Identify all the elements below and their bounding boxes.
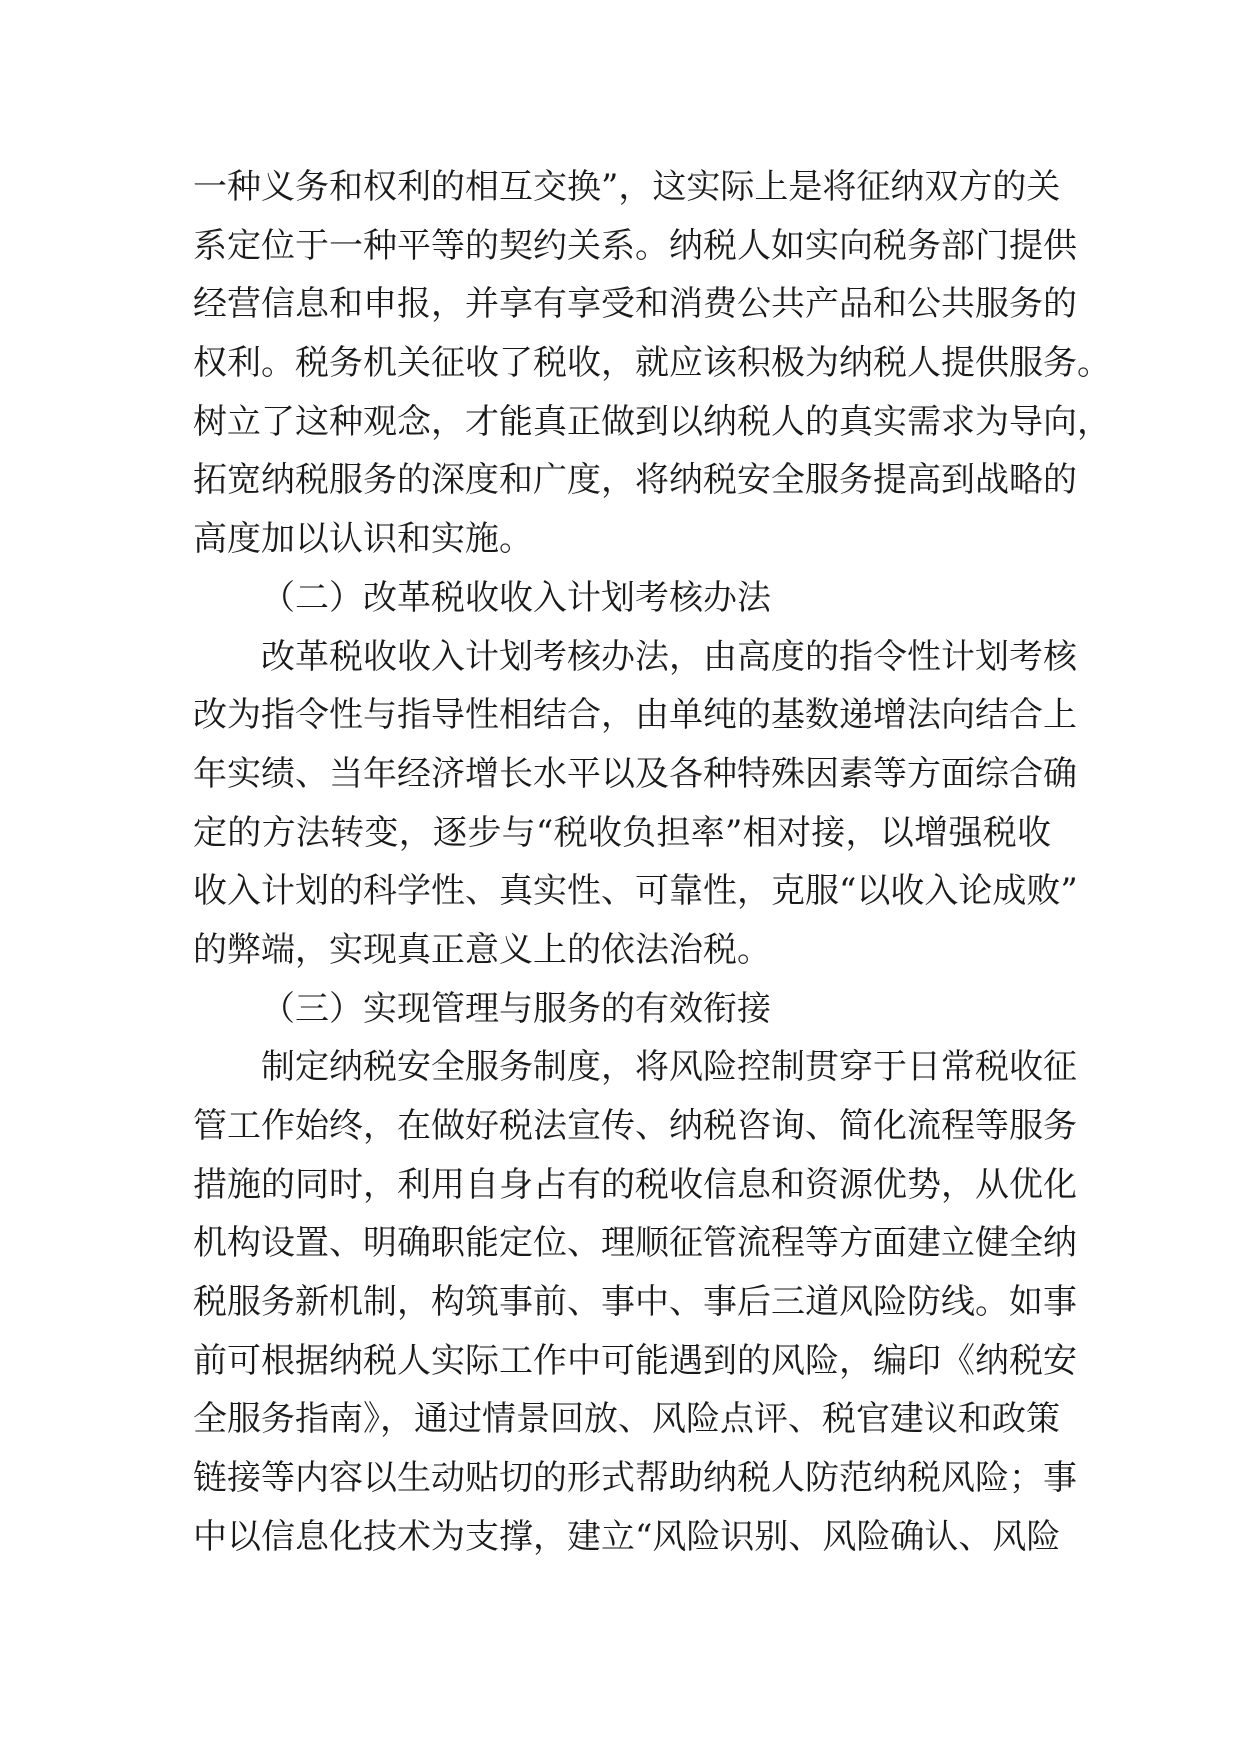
text-line: 年实绩、当年经济增长水平以及各种特殊因素等方面综合确	[193, 753, 1077, 794]
section-heading: （三）实现管理与服务的有效衔接	[261, 988, 771, 1029]
text-line: 高度加以认识和实施。	[193, 519, 533, 560]
section-heading: （二）改革税收收入计划考核办法	[261, 577, 771, 618]
text-line: 改革税收收入计划考核办法，由高度的指令性计划考核	[261, 636, 1077, 677]
text-line: 税服务新机制，构筑事前、事中、事后三道风险防线。如事	[193, 1282, 1077, 1323]
text-line: 全服务指南》，通过情景回放、风险点评、税官建议和政策	[193, 1399, 1060, 1440]
text-line: 收入计划的科学性、真实性、可靠性，克服“以收入论成败”	[193, 871, 1078, 912]
text-line: 拓宽纳税服务的深度和广度，将纳税安全服务提高到战略的	[193, 460, 1077, 501]
text-line: 管工作始终，在做好税法宣传、纳税咨询、简化流程等服务	[193, 1106, 1077, 1146]
text-line: 系定位于一种平等的契约关系。纳税人如实向税务部门提供	[193, 225, 1077, 266]
document-body	[193, 158, 1111, 1567]
text-line: 链接等内容以生动贴切的形式帮助纳税人防范纳税风险；事	[193, 1458, 1077, 1499]
text-line: 定的方法转变，逐步与“税收负担率”相对接，以增强税收	[193, 812, 1051, 853]
text-line: 制定纳税安全服务制度，将风险控制贯穿于日常税收征	[261, 1047, 1077, 1088]
text-line: 前可根据纳税人实际工作中可能遇到的风险，编印《纳税安	[193, 1340, 1077, 1381]
text-line: 的弊端，实现真正意义上的依法治税。	[193, 929, 771, 970]
text-line: 一种义务和权利的相互交换”，这实际上是将征纳双方的关	[193, 167, 1061, 207]
paragraph	[193, 158, 1111, 569]
text-line: 改为指令性与指导性相结合，由单纯的基数递增法向结合上	[193, 695, 1077, 736]
paragraph	[193, 628, 1078, 980]
text-line: 机构设置、明确职能定位、理顺征管流程等方面建立健全纳	[193, 1223, 1077, 1264]
text-line: 树立了这种观念，才能真正做到以纳税人的真实需求为导向，	[193, 401, 1111, 442]
text-line: 措施的同时，利用自身占有的税收信息和资源优势，从优化	[193, 1164, 1077, 1205]
text-line: 权利。税务机关征收了税收，就应该积极为纳税人提供服务。	[193, 343, 1111, 384]
text-line: 经营信息和申报，并享有享受和消费公共产品和公共服务的	[193, 284, 1077, 325]
paragraph	[193, 1038, 1077, 1566]
text-line: 中以信息化技术为支撑，建立“风险识别、风险确认、风险	[193, 1516, 1061, 1557]
